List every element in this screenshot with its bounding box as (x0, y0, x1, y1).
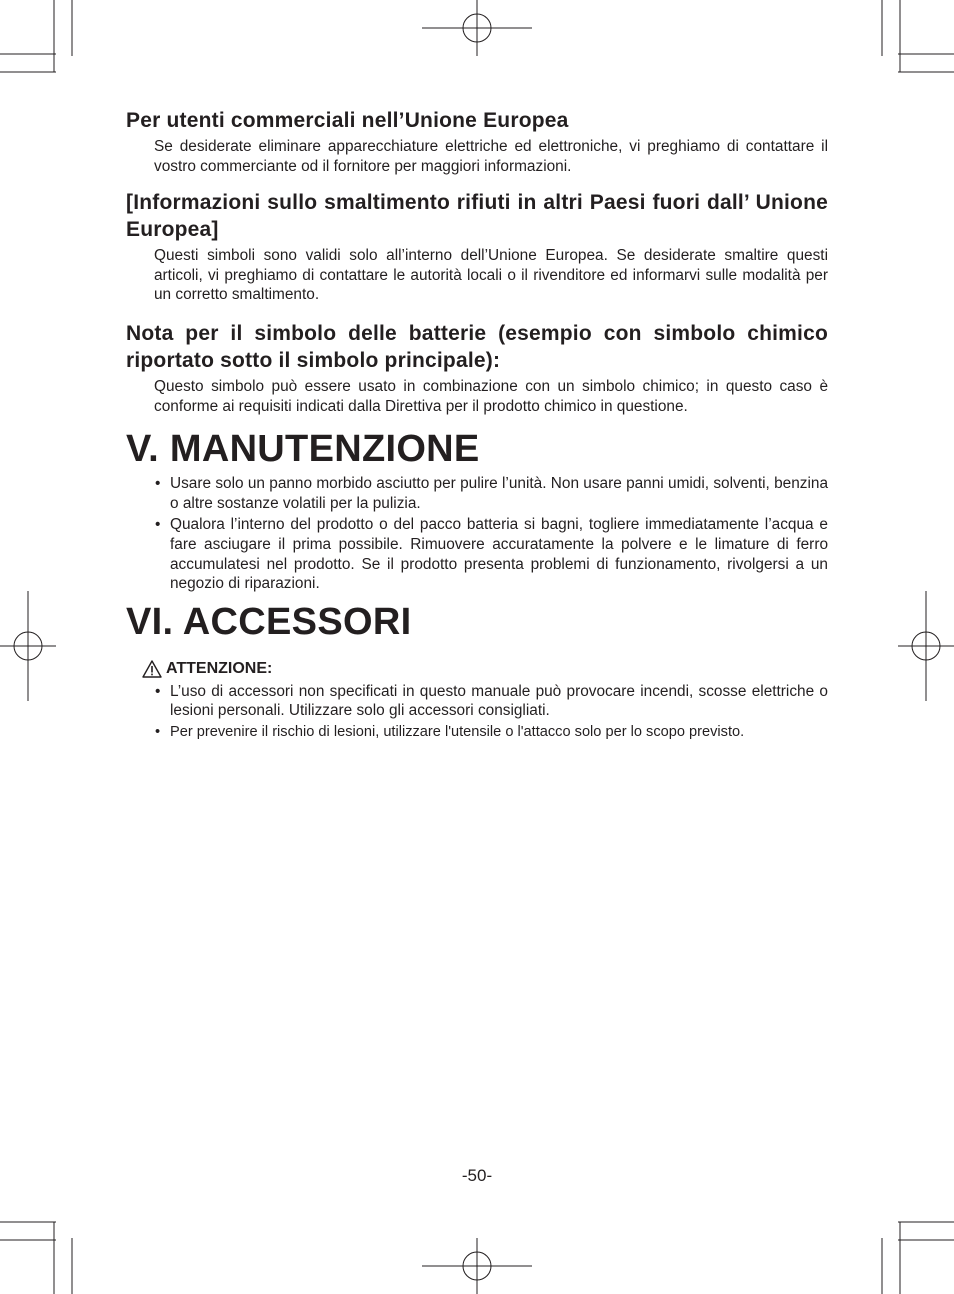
list-item-text: Usare solo un panno morbido asciutto per pulire l’unità. Non usare panni umidi, solventi, benzina o altre sostanze volatili per la pulizia. (170, 475, 828, 512)
paragraph-commercial-eu: Se desiderate eliminare apparecchiature elettriche ed elettroniche, vi preghiamo di contattare il vostro commerciante od il fornitore per maggiori informazioni. (154, 138, 828, 175)
maintenance-list (126, 474, 828, 594)
warning-triangle-icon (142, 660, 162, 678)
page-content (126, 107, 828, 745)
list-item-text: L’uso di accessori non specificati in questo manuale può provocare incendi, scosse elettriche o lesioni personali. Utilizzare solo gli accessori consigliati. (170, 682, 828, 720)
list-item (155, 515, 828, 593)
paragraph-outside-eu: Questi simboli sono validi solo all’interno dell’Unione Europea. Se desiderate smaltire questi articoli, vi preghiamo di contattare le autorità locali o il rivenditore ed informarvi sulle modalità per un corretto smaltimento. (154, 247, 828, 304)
accessories-list (126, 682, 828, 743)
list-item (155, 682, 828, 721)
paragraph-battery-note: Questo simbolo può essere usato in combinazione con un simbolo chimico; in questo caso è conforme ai requisiti indicati dalla Direttiva per il prodotto chimico in questione. (154, 377, 828, 415)
list-item (155, 723, 828, 743)
heading-battery-note: Nota per il simbolo delle batterie (esempio con simbolo chimico riportato sotto il simbolo principale): (126, 321, 828, 372)
heading-outside-eu: [Informazioni sullo smaltimento rifiuti in altri Paesi fuori dall’ Unione Europea] (126, 191, 828, 242)
bullet: • (155, 682, 161, 700)
bullet: • (155, 516, 161, 534)
title-accessories: VI. ACCESSORI (126, 600, 412, 643)
bullet: • (155, 723, 161, 740)
warning-text: ATTENZIONE: (166, 659, 273, 677)
warning-label (142, 659, 828, 679)
title-maintenance: V. MANUTENZIONE (126, 428, 480, 471)
list-item-text: Per prevenire il rischio di lesioni, utilizzare l'utensile o l'attacco solo per lo scopo previsto. (170, 723, 745, 740)
bullet: • (155, 475, 161, 493)
heading-commercial-eu: Per utenti commerciali nell’Unione Europea (126, 109, 569, 132)
list-item (155, 474, 828, 513)
page-number: -50- (461, 1166, 493, 1185)
list-item-text: Qualora l’interno del prodotto o del pacco batteria si bagni, togliere immediatamente l’acqua e fare asciugare il prima possibile. Rimuovere accuratamente la polvere e le limature di ferro accumulatesi nel prodotto. Se il prodotto presenta problemi di funzionamento, rivolgersi a un negozio di riparazioni. (170, 516, 828, 593)
